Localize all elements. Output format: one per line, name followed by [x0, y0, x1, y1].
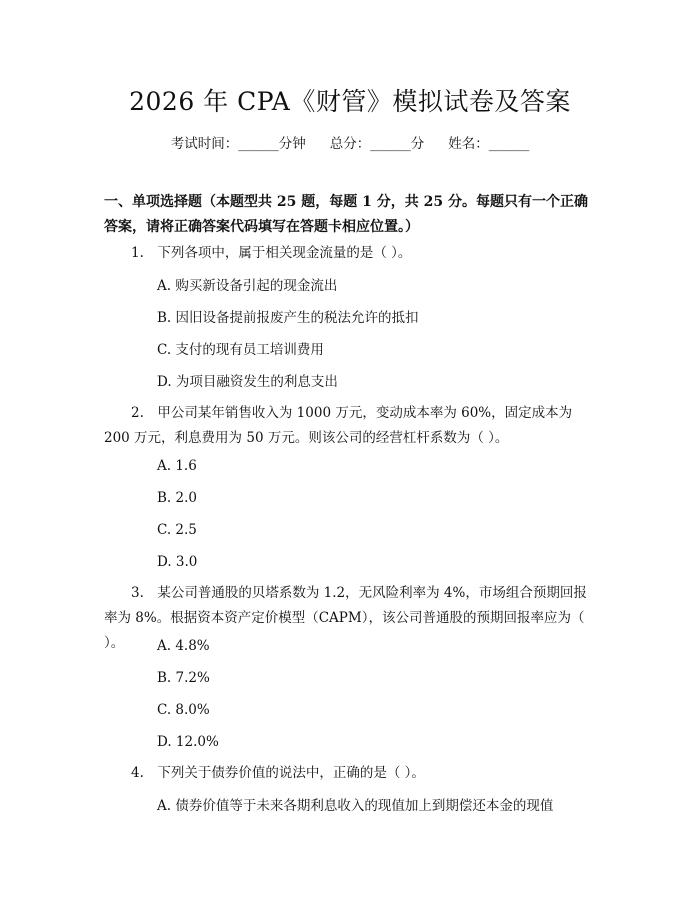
question-3-option-d: D. 12.0%	[157, 734, 219, 750]
question-2-option-c: C. 2.5	[157, 522, 197, 538]
question-1-stem: 1. 下列各项中，属于相关现金流量的是（ ）。	[131, 245, 412, 261]
question-3-stem: 3. 某公司普通股的贝塔系数为 1.2，无风险利率为 4%，市场组合预期回报率为 8%。根据资本资产定价模型（CAPM），该公司普通股的预期回报率应为（ ）。	[104, 585, 587, 651]
question-1-option-d: D. 为项目融资发生的利息支出	[157, 374, 338, 390]
section-heading: 一、单项选择题（本题型共 25 题，每题 1 分，共 25 分。每题只有一个正确答案，请将正确答案代码填写在答题卡相应位置。）	[104, 194, 588, 235]
total-score-field: 总分：______分	[329, 136, 425, 152]
question-2-option-a: A. 1.6	[157, 458, 197, 474]
exam-time-field: 考试时间：______分钟	[170, 136, 306, 152]
name-field: 姓名：______	[448, 136, 530, 152]
question-2-stem: 2. 甲公司某年销售收入为 1000 万元，变动成本率为 60%，固定成本为 200 万元，利息费用为 50 万元。则该公司的经营杠杆系数为（ ）。	[104, 405, 573, 446]
exam-meta	[0, 132, 700, 152]
question-2-option-b: B. 2.0	[157, 490, 197, 506]
question-3-option-c: C. 8.0%	[157, 702, 210, 718]
question-3-option-b: B. 7.2%	[157, 670, 210, 686]
question-1-option-b: B. 因旧设备提前报废产生的税法允许的抵扣	[157, 310, 419, 326]
question-2-option-d: D. 3.0	[157, 554, 198, 570]
question-4-stem: 4. 下列关于债券价值的说法中，正确的是（ ）。	[131, 765, 425, 781]
question-1-option-a: A. 购买新设备引起的现金流出	[157, 278, 338, 294]
question-1-option-c: C. 支付的现有员工培训费用	[157, 342, 324, 358]
question-4-option-a: A. 债券价值等于未来各期利息收入的现值加上到期偿还本金的现值	[157, 798, 554, 814]
page-title: 2026 年 CPA《财管》模拟试卷及答案	[129, 87, 571, 116]
question-3-option-a: A. 4.8%	[157, 638, 210, 654]
